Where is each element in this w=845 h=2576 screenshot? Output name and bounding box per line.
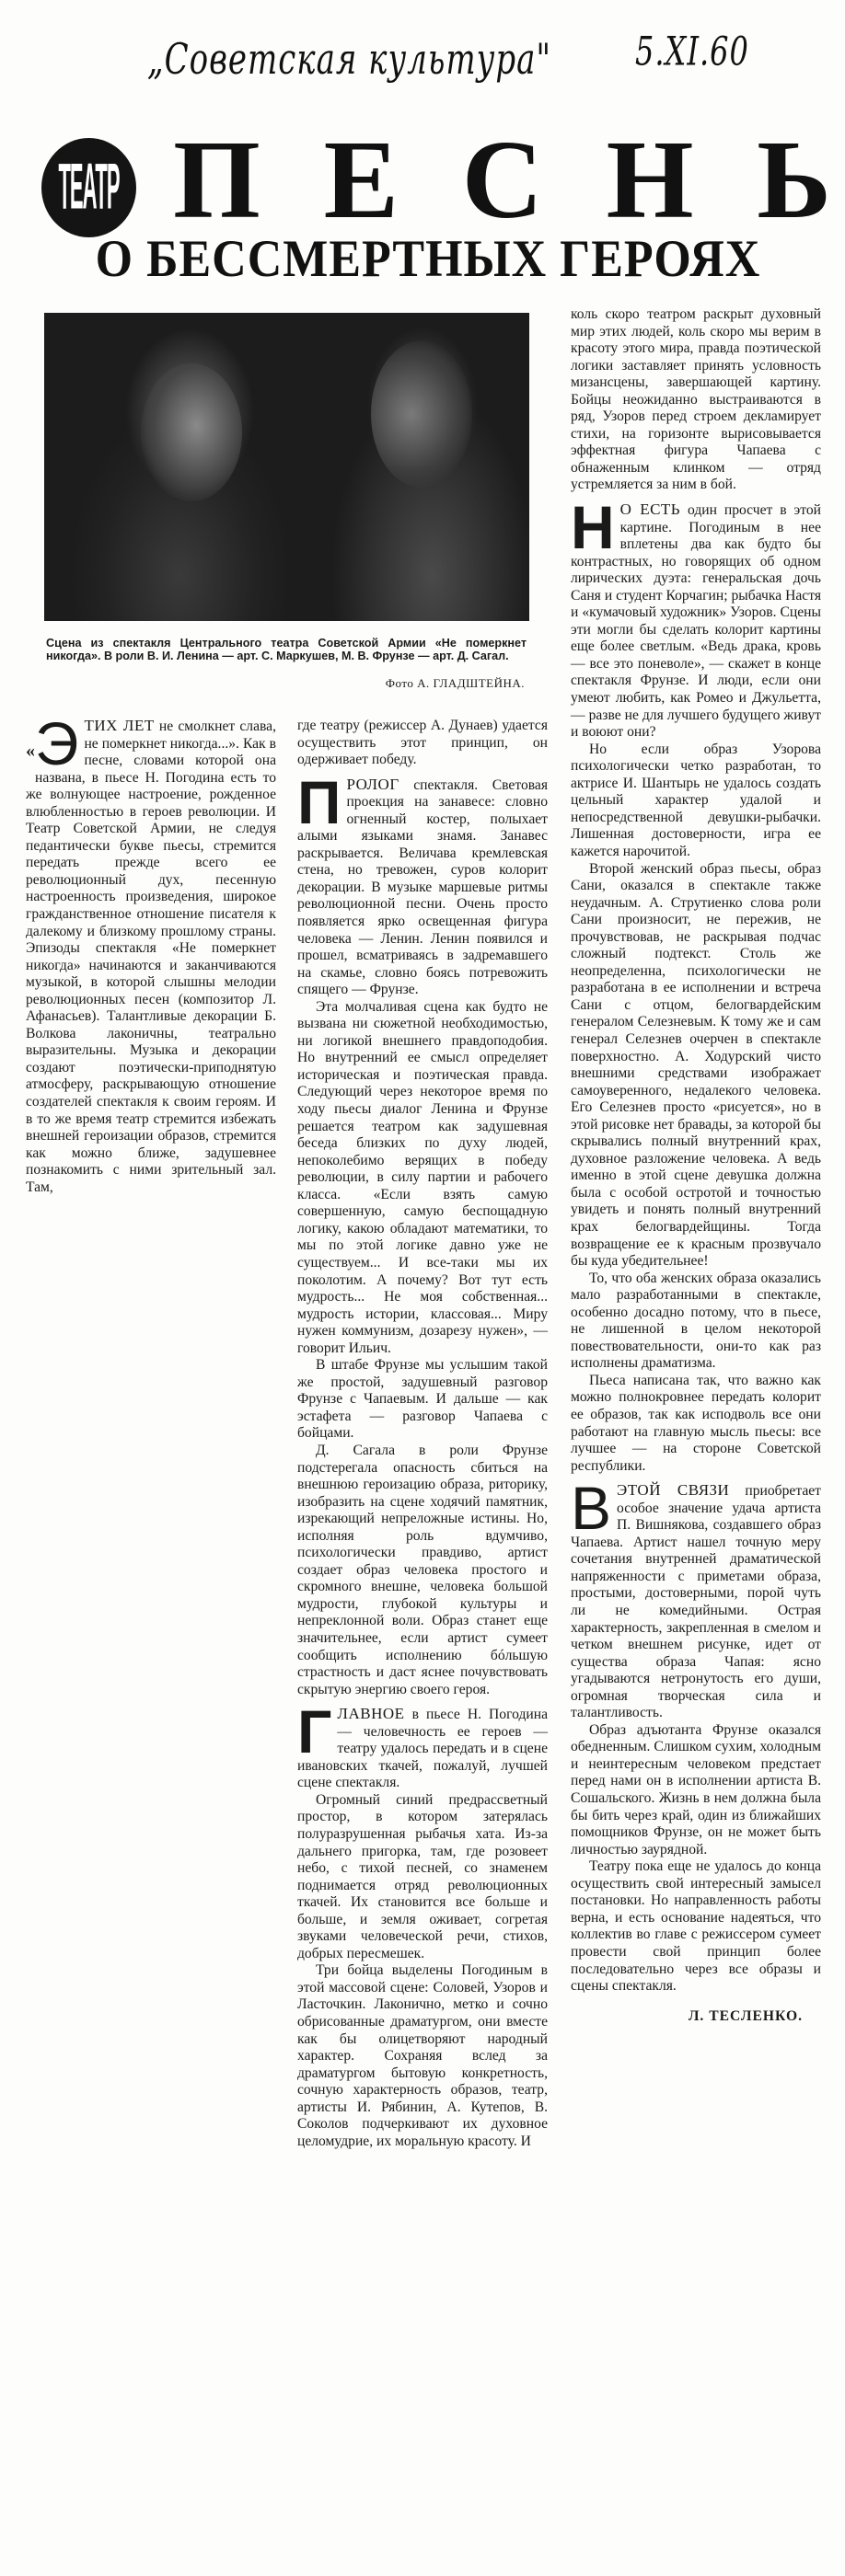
paragraph: Д. Сагала в роли Фрунзе подстерегала опасность сбиться на внешнюю героизацию образа, риторику, изобразить на сцене ходячий памятник, изрекающий непреложные истины. Но, исполняя роль вдумчиво, психологически правдиво, артист создает образ человека простого и скромного внешне, человека большой мудрости, глубокой культуры и непреклонной воли. Образ станет еще значительнее, если артист сумеет сообщить исполнению бóльшую страстность и даст яснее почувствовать скрытую энергию своего героя. bbox=[297, 1442, 548, 1697]
headline-letter: Н bbox=[606, 118, 694, 242]
subheadline: О БЕССМЕРТНЫХ ГЕРОЯХ bbox=[95, 230, 761, 289]
headline-letter: Ь bbox=[757, 118, 831, 242]
stage-photo bbox=[44, 313, 529, 621]
handwritten-source-note: „Советская культура" bbox=[147, 35, 552, 85]
figure-frunze bbox=[371, 340, 472, 488]
lead-in: ТИХ ЛЕТ bbox=[84, 717, 155, 734]
paragraph bbox=[571, 1474, 821, 1722]
photo-credit: Фото А. ГЛАДШТЕЙНА. bbox=[385, 676, 525, 690]
paragraph-text: не смолкнет слава, не померкнет никогда...». Как в песне, словами которой она названа, в пьесе Н. Погодина есть то же волнующее настроение, рожденное влюбленностью в героев революции. И Театр Советской Армии, не следуя педантически букве пьесы, стремится передать прежде всего ее революционный дух, песенную настроенность произведения, широкое гражданственное отношение писателя к далекому и близкому прошлому страны. Эпизоды спектакля «Не померкнет никогда» начинаются и заканчиваются музыкой, в которой слышны мелодии революционных песен (композитор Л. Афанасьев). Талантливые декорации Б. Волкова лаконичны, театрально выразительны. Музыка и декорации создают поэтически-приподнятую атмосферу, раскрывающую отношение создателей спектакля к своим героям. И в то же время театр стремится избежать внешней героизации образов, стремится как можно ближе, задушевнее познакомить с ними зрительный зал. Там, bbox=[26, 719, 276, 1195]
figure-lenin bbox=[141, 363, 242, 501]
drop-cap: Г bbox=[297, 1697, 332, 1766]
paragraph: То, что оба женских образа оказались мало разработанными в спектакле, особенно досадно потому, что в пьесе, не лишенной в целом некоторой повествовательности, они-то как раз исполнены драматизма. bbox=[571, 1270, 821, 1372]
photo-caption: Сцена из спектакля Центрального театра Советской Армии «Не померкнет никогда». В роли В. И. Ленина — арт. С. Маркушев, М. В. Фрунзе — арт. Д. Сагал. bbox=[46, 637, 527, 662]
lead-in: ЛАВНОЕ bbox=[337, 1705, 405, 1723]
drop-cap: Н bbox=[571, 493, 615, 562]
rubric-label: ТЕАТР bbox=[58, 149, 120, 224]
paragraph bbox=[26, 709, 276, 1196]
paragraph: Второй женский образ пьесы, образ Сани, оказался в спектакле также неудачным. А. Струтиенко слова роли Сани произносит, не пережив, не прочувствовав, не раскрывая подчас сложный подтекст. Столь же неопределенна, психологически не разработана в ее исполнении и встреча Сани с отцом, белогвардейским генералом Селезневым. К тому же и сам генерал Селезнев очерчен в спектакле поверхностно. А. Ходурский чисто внешними средствами изображает самоуверенного, недалекого человека. Его Селезнев просто «рисуется», но в этой рисовке нет бравады, за которой бы скрывались полный внутренний крах, духовное разложение человека. А ведь именно в этой сцене девушка должна была с особой остротой и точностью увидеть и понять полный внутренний крах белогвардейщины. Тогда возвращение ее к красным прозвучало бы куда убедительнее! bbox=[571, 860, 821, 1270]
headline-letter: С bbox=[461, 118, 543, 242]
article-column-3 bbox=[571, 306, 821, 2025]
lead-in: ЭТОЙ СВЯЗИ bbox=[617, 1481, 730, 1500]
lead-in: О ЕСТЬ bbox=[619, 500, 681, 519]
paragraph-text: спектакля. Световая проекция на занавесе: словно огненный костер, полыхает алыми языками знамя. Занавес раскрывается. Величава кремлевская стена, но тревожен, суров колорит декорации. В музыке маршевые ритмы революционной песни. Очень просто появляется ярко освещенная фигура человека — Ленин. Ленин появился и прошел, всматриваясь в задремавшего на скамье, словно боясь потревожить спящего — Фрунзе. bbox=[297, 776, 548, 998]
handwritten-date: 5.XI.60 bbox=[635, 28, 749, 75]
headline-letter: Е bbox=[323, 118, 399, 242]
theatre-rubric-logo bbox=[41, 138, 136, 237]
paragraph-text: приобретает особое значение удача артиста П. Вишнякова, создавшего образ Чапаева. Артист нашел точную меру сочетания внутренней драматической напряженности с приметами образа, простыми, достоверными, порой чуть ли не комедийными. Острая характерность, закрепленная в смелом и четком внешнем рисунке, идет от существа образа Чапая: ясно угадываются нетронутость его души, огромная творческая сила и талантливость. bbox=[571, 1483, 821, 1721]
headline-letter: П bbox=[173, 118, 260, 242]
lead-in: РОЛОГ bbox=[346, 775, 399, 793]
paragraph: Театру пока еще не удалось до конца осуществить свой интересный замысел постановки. Но направленность работы верна, и есть основание надеяться, что коллектив во главе с режиссером сумеет провести свой принцип более последовательно через все образы и сцены спектакля. bbox=[571, 1858, 821, 1995]
paragraph: Огромный синий предрассветный простор, в котором затерялась полуразрушенная рыбачья хата. Из-за дальнего пригорка, там, где розовеет небо, с тихой песней, со знаменем поднимается отряд революционных ткачей. Их становится все больше и больше, и земля оживает, согретая звуками человеческой речи, стихов, добрых пересмешек. bbox=[297, 1791, 548, 1961]
paragraph: Три бойца выделены Погодиным в этой массовой сцене: Соловей, Узоров и Ласточкин. Лаконично, метко и сочно обрисованные драматургом, они вместе как бы олицетворяют народный характер. Сохраняя вслед за драматургом бытовую конкретность, сочную характерность образов, театр, артисты И. Рябинин, А. Кутепов, В. Соколов подчеркивают их духовное целомудрие, их моральную красоту. И bbox=[297, 1962, 548, 2149]
paragraph: где театру (режиссер А. Дунаев) удается осуществить этот принцип, он одерживает победу. bbox=[297, 718, 548, 768]
opening-quote: « bbox=[26, 741, 35, 761]
paragraph: Эта молчаливая сцена как будто не вызвана ни сюжетной необходимостью, ни логикой внешнего правдоподобия. Но внутренний ее смысл определяет историческая и поэтическая правда. Следующий через некоторое время по ходу пьесы диалог Ленина и Фрунзе решается театром как задушевная беседа близких по духу людей, непоколебимо верящих в победу революции, в силу партии и рабочего класса. «Если взять самую совершенную, самую беспощадную логику, какою обладают математики, то мы по этой логике давно уже не существуем... И все-таки мы их поколотим. А почему? Вот тут есть мудрость... Не моя собственная... мудрость истории, классовая... Миру нужен коммунизм, дозарезу нужен», — говорит Ильич. bbox=[297, 998, 548, 1356]
paragraph bbox=[571, 493, 821, 742]
paragraph bbox=[297, 767, 548, 999]
drop-cap: Э bbox=[35, 709, 79, 777]
author-signature: Л. ТЕСЛЕНКО. bbox=[688, 2007, 803, 2024]
drop-cap: В bbox=[571, 1474, 612, 1543]
paragraph-text: один просчет в этой картине. Погодиным в нее вплетены два как будто бы контрастных, но говорящих об одном лирических дуэта: генеральская дочь Саня и студент Корчагин; рыбачка Настя и «кумачовый художник» Узоров. Сцены эти могли бы сделать колорит картины еще более светлым. «Ведь драка, кровь — все это поневоле», — скажет в конце спектакля Фрунзе. И люди, если они умеют любить, как Ромео и Джульетта, — разве не для лучшего будущего живут и воюют они? bbox=[571, 502, 821, 741]
article-column-1 bbox=[26, 709, 276, 1196]
paragraph: коль скоро театром раскрыт духовный мир этих людей, коль скоро мы верим в красоту этого мира, правда поэтической логики заставляет принять условность мизансцены, завершающей картину. Бойцы неожиданно выстраиваются в ряд, Узоров перед строем декламирует стихи, на горизонте вырисовывается эффектная фигура Чапаева с обнаженным клинком — отряд устремляется за ним в бой. bbox=[571, 306, 821, 493]
paragraph: В штабе Фрунзе мы услышим такой же простой, задушевный разговор Фрунзе с Чапаевым. И дальше — как эстафета — разговор Чапаева с бойцами. bbox=[297, 1357, 548, 1442]
paragraph bbox=[297, 1697, 548, 1792]
paragraph: Пьеса написана так, что важно как можно полнокровнее передать колорит ее образов, так как исподволь все они работают на главную мысль пьесы: все лучшее — на стороне Советской республики. bbox=[571, 1372, 821, 1474]
paragraph: Но если образ Узорова психологически четко разработан, то актрисе И. Шантырь не удалось создать цельный характер удалой и непосредственной девушки-рыбачки. Лишенная достоверности, игра ее кажется нарочитой. bbox=[571, 741, 821, 859]
paragraph: Образ адъютанта Фрунзе оказался обедненным. Слишком сухим, холодным и неинтересным человеком предстает перед нами он в исполнении артиста В. Сошальского. Жизнь в нем должна была бы бить через край, один из ближайших помощников Фрунзе, он не может быть личностью заурядной. bbox=[571, 1721, 821, 1857]
article-column-2 bbox=[297, 718, 548, 2150]
drop-cap: П bbox=[297, 767, 341, 836]
headline bbox=[173, 118, 831, 242]
paragraph-text: в пьесе Н. Погодина — человечность ее героев — театру удалось передать и в сцене ивановских ткачей, пожалуй, лучшей сцене спектакля. bbox=[297, 1707, 548, 1791]
